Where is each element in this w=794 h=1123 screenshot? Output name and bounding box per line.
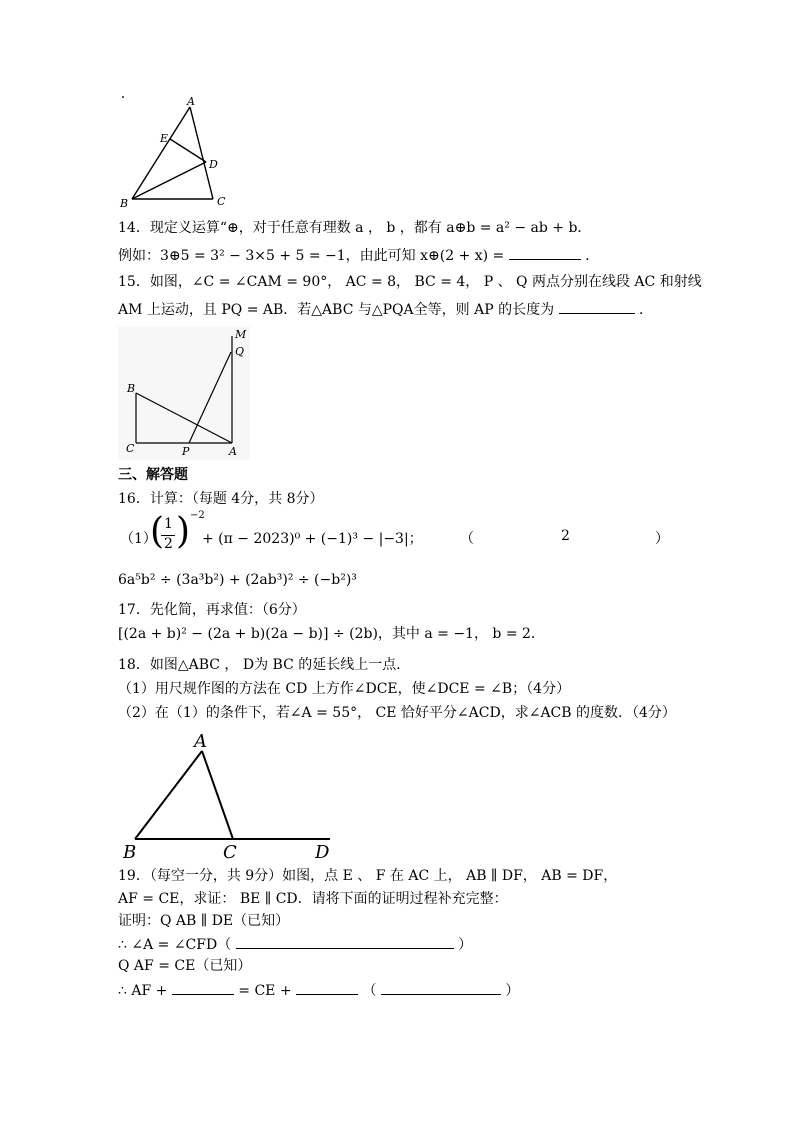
q16-header: 16．计算：（每题 4分，共 8分） xyxy=(118,491,324,507)
section-title: 三、解答题 xyxy=(118,467,188,483)
figure-background xyxy=(118,326,250,460)
frac-den: 2 xyxy=(164,536,173,552)
q19-line1: 19．（每空一分，共 9分）如图，点 E 、 F 在 AC 上， AB ∥ DF， AB = DF， xyxy=(118,868,618,884)
q19-line4-text: ∴ ∠A = ∠CFD（ xyxy=(118,937,232,953)
q14-answer-blank[interactable] xyxy=(509,245,581,260)
q19-reason-blank-1[interactable] xyxy=(236,934,454,949)
segment-ac xyxy=(202,751,233,839)
q16-part2-expr: 6a⁵b² ÷ (3a³b²) + (2ab³)² ÷ (−b²)³ xyxy=(118,572,357,588)
q19-line6-b: = CE + xyxy=(238,983,292,999)
q16-part1-label: （1） xyxy=(120,531,157,547)
q17-header: 17．先化简，再求值：（6分） xyxy=(118,602,306,618)
label-e: E xyxy=(160,132,169,145)
label-m: M xyxy=(235,328,247,341)
label-c: C xyxy=(126,442,135,455)
q14-line2-end: ． xyxy=(585,248,600,264)
part-number: 2 xyxy=(561,528,570,544)
q18-header: 18．如图△ABC ， D为 BC 的延长线上一点． xyxy=(118,657,411,673)
segment-ac xyxy=(190,107,213,199)
q19-line4-close: ） xyxy=(458,937,473,953)
q19-blank-ce-plus[interactable] xyxy=(296,980,358,995)
q18-part1: （1）用尺规作图的方法在 CD 上方作∠DCE，使∠DCE = ∠B；（4分） xyxy=(118,681,571,697)
q19-line6-a: ∴ AF + xyxy=(118,983,168,999)
label-d: D xyxy=(209,158,218,171)
frac-num: 1 xyxy=(164,516,173,532)
q15-line2-text: AM 上运动，且 PQ = AB．若△ABC 与△PQA全等，则 AP 的长度为 xyxy=(118,302,555,318)
q19-line6 xyxy=(118,980,519,1000)
figure-triangle-abcd xyxy=(115,728,345,863)
q19-line2: AF = CE，求证： BE ∥ CD．请将下面的证明过程补充完整： xyxy=(118,891,508,907)
figure-triangle-abc-ed xyxy=(110,95,250,210)
q15-answer-blank[interactable] xyxy=(559,299,635,314)
label-c: C xyxy=(217,195,226,208)
q17-expr: [(2a + b)² − (2a + b)(2a − b)] ÷ (2b)，其中 a = −1， b = 2． xyxy=(118,626,545,642)
q18-part2: （2）在（1）的条件下，若∠A = 55°， CE 恰好平分∠ACD，求∠ACB 的度数．（4分） xyxy=(118,705,676,721)
label-q: Q xyxy=(235,345,245,358)
label-a: A xyxy=(229,445,237,458)
figure-right-triangles xyxy=(118,326,250,460)
label-b: B xyxy=(127,382,136,395)
paren-open: ( xyxy=(150,511,165,552)
q15-line1: 15．如图，∠C = ∠CAM = 90°， AC = 8， BC = 4， P 、 Q 两点分别在线段 AC 和射线 xyxy=(118,274,702,290)
q19-line3: 证明：Q AB ∥ DE（已知） xyxy=(118,913,290,929)
q14-line1: 14．现定义运算“⊕，对于任意有理数 a ， b ，都有 a⊕b = a² − ab + b． xyxy=(118,220,592,236)
label-b: B xyxy=(120,197,129,210)
q15-line2-end: ． xyxy=(638,302,653,318)
q19-reason-blank-2[interactable] xyxy=(381,980,501,995)
paren-left: （ xyxy=(460,531,474,547)
label-a: A xyxy=(194,731,207,752)
q19-line4 xyxy=(118,934,472,954)
label-c: C xyxy=(223,842,237,863)
label-a: A xyxy=(187,95,195,108)
paren-close: ) xyxy=(176,511,191,552)
label-p: P xyxy=(182,445,190,458)
q15-line2 xyxy=(118,299,653,319)
q14-line2-text: 例如：3⊕5 = 3² − 3×5 + 5 = −1，由此可知 x⊕(2 + x) = xyxy=(118,248,505,264)
q19-line6-c: （ xyxy=(362,983,377,999)
q19-line5: Q AF = CE（已知） xyxy=(118,958,252,974)
exp-neg2: −2 xyxy=(190,510,205,521)
q19-line6-d: ） xyxy=(505,983,520,999)
q19-blank-af-plus[interactable] xyxy=(172,980,234,995)
label-d: D xyxy=(315,842,330,863)
segment-ab xyxy=(135,751,202,839)
label-b: B xyxy=(123,842,137,863)
paren-right: ） xyxy=(655,531,669,547)
q14-line2 xyxy=(118,245,599,265)
q16-part1-rest: + (π − 2023)⁰ + (−1)³ − |−3|； xyxy=(202,531,423,547)
